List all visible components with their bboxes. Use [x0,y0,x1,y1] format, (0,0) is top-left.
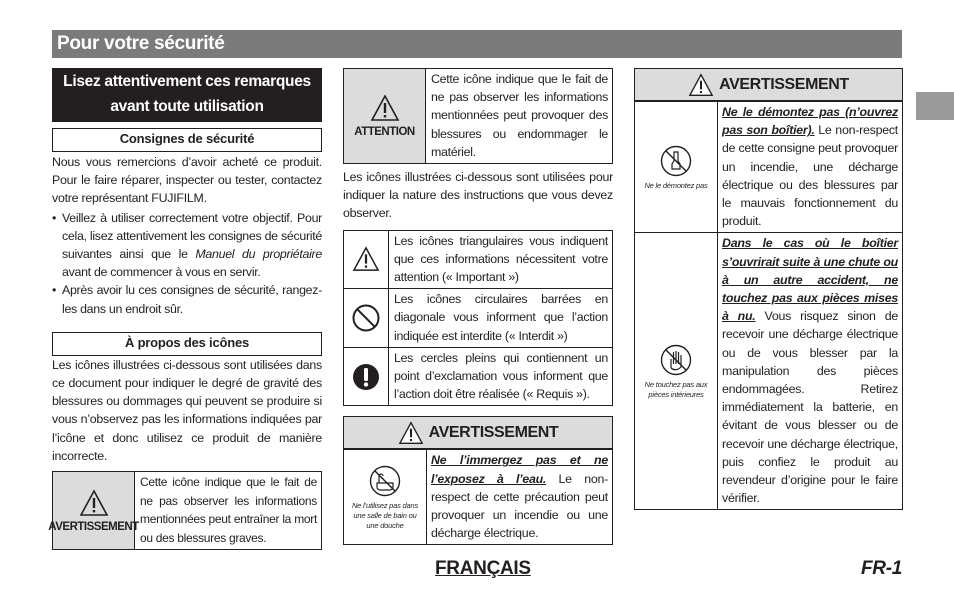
no-touch-icon [659,343,693,377]
internal-parts-warning-bold: Dans le cas où le boîtier s’ouvrirait suite à une chute ou à un autre accident, ne touchez pas aux pièces mises à nu. [722,236,898,324]
internal-parts-icon-caption: Ne touchez pas aux pièces intérieures [644,379,708,399]
apropos-paragraph: Les icônes illustrées ci-dessous sont utilisées dans ce document pour indiquer le degré de gravité des blessures ou dommages qui peuvent se produire si vous n’observez pas les informations indiquées par l’icône et donc utilisez ce produit de manière incorrecte. [52,357,322,463]
disassembly-icon-caption: Ne le démontez pas [644,180,708,190]
important-description: Les icônes triangulaires vous indiquent que ces informations nécessitent votre attention (« Important ») [394,233,608,285]
water-warning-title: AVERTISSEMENT [428,423,559,441]
attention-description: Cette icône indique que le fait de ne pas observer les informations mentionnées peut provoquer des blessures ou endommager le matériel. [431,72,608,159]
requis-description: Les cercles pleins qui contiennent un point d’exclamation vous informent que l’action doit être réalisée (« Requis »). [394,350,608,402]
instruction-icons-table [343,230,613,407]
water-warning-row [344,449,612,544]
consignes-heading: Consignes de sécurité [52,128,322,152]
internal-parts-icon-cell [635,233,718,509]
filled-circle-exclamation-icon [351,362,381,392]
language-side-tab [916,92,954,120]
caution-triangle-icon [370,94,400,122]
water-icon-cell [344,450,427,544]
avertissement-description: Cette icône indique que le fait de ne pas observer les informations mentionnées peut entraîner la mort ou des blessures graves. [140,475,317,545]
triangle-exclamation-icon [352,246,380,272]
disassembly-warning-bold: Ne le démontez pas (n’ouvrez pas son boîtier). [722,105,898,138]
consignes-bullets [52,209,322,318]
warning-triangle-icon [79,489,109,517]
avertissement-box-header [635,69,902,101]
intro-heading: Lisez attentivement ces remarques avant toute utilisation [52,68,322,122]
internal-parts-warning-row [635,232,902,509]
avertissement-box-title: AVERTISSEMENT [719,75,849,93]
icons-paragraph: Les icônes illustrées ci-dessous sont utilisées pour indiquer la nature des instructions que vous devez observer. [343,170,613,221]
instruction-row-important [344,231,612,290]
column-2 [343,68,613,545]
bullet-item: • Veillez à utiliser correctement votre objectif. Pour cela, lisez attentivement les consignes de sécurité suivantes ainsi que le Manuel du propriétaire avant de commencer à vous en servir. [52,209,322,282]
disassembly-icon-cell [635,102,718,232]
water-warning-text: Ne l’immergez pas et ne l’exposez à l’eau. Le non-respect de cette précaution peut provoquer un incendie ou une décharge électrique. [431,453,608,541]
warning-triangle-icon [398,421,424,445]
interdit-description: Les icônes circulaires barrées en diagonale vous informent que l’action indiquée est interdite (« Interdit ») [394,292,608,343]
avertissement-box [634,68,903,510]
instruction-row-interdit [344,289,612,348]
bullet-item: • Après avoir lu ces consignes de sécurité, rangez-les dans un endroit sûr. [52,281,322,317]
prohibited-icon [351,303,381,333]
water-icon-caption: Ne l’utilisez pas dans une salle de bain ou une douche [351,500,419,530]
avertissement-icon-cell [48,472,139,549]
column-3 [634,68,903,510]
avertissement-legend-box [48,471,322,550]
page-number: FR-1 [860,558,902,579]
attention-icon-cell [344,69,426,163]
page-title: Pour votre sécurité [52,30,902,58]
internal-parts-warning-text: Dans le cas où le boîtier s’ouvrirait suite à une chute ou à un autre accident, ne touchez pas aux pièces mises à nu. Vous risquez sinon de recevoir une décharge électrique ou de vous blesser par la manipulation des pièces endommagées. Retirez immédiatement la batterie, en évitant de vous blesser ou de recevoir une décharge électrique, puis confiez le produit au revendeur d’origine pour le faire vérifier. [722,236,898,506]
apropos-heading: À propos des icônes [52,332,322,356]
instruction-row-requis [344,348,612,406]
water-warning-box [343,416,613,545]
footer-language: FRANÇAIS [435,558,531,579]
warning-triangle-icon [688,73,714,97]
no-disassembly-icon [659,144,693,178]
no-bathroom-icon [368,464,402,498]
disassembly-warning-text: Ne le démontez pas (n’ouvrez pas son boîtier). Le non-respect de cette consigne peut provoquer un incendie, une décharge électrique ou des blessures par le mauvais fonctionnement du produit. [722,105,898,229]
avertissement-label: AVERTISSEMENT [48,520,139,533]
disassembly-warning-row [635,101,902,232]
consignes-paragraph: Nous vous remercions d’avoir acheté ce produit. Pour le faire réparer, inspecter ou tester, contactez votre représentant FUJIFILM. [52,155,322,206]
attention-label: ATTENTION [354,126,415,138]
water-warning-header [344,417,612,449]
column-1 [48,68,322,550]
attention-legend-box [343,68,613,164]
water-warning-bold: Ne l’immergez pas et ne l’exposez à l’eau. [431,453,608,486]
manual-title: Manuel du propriétaire [195,247,322,262]
